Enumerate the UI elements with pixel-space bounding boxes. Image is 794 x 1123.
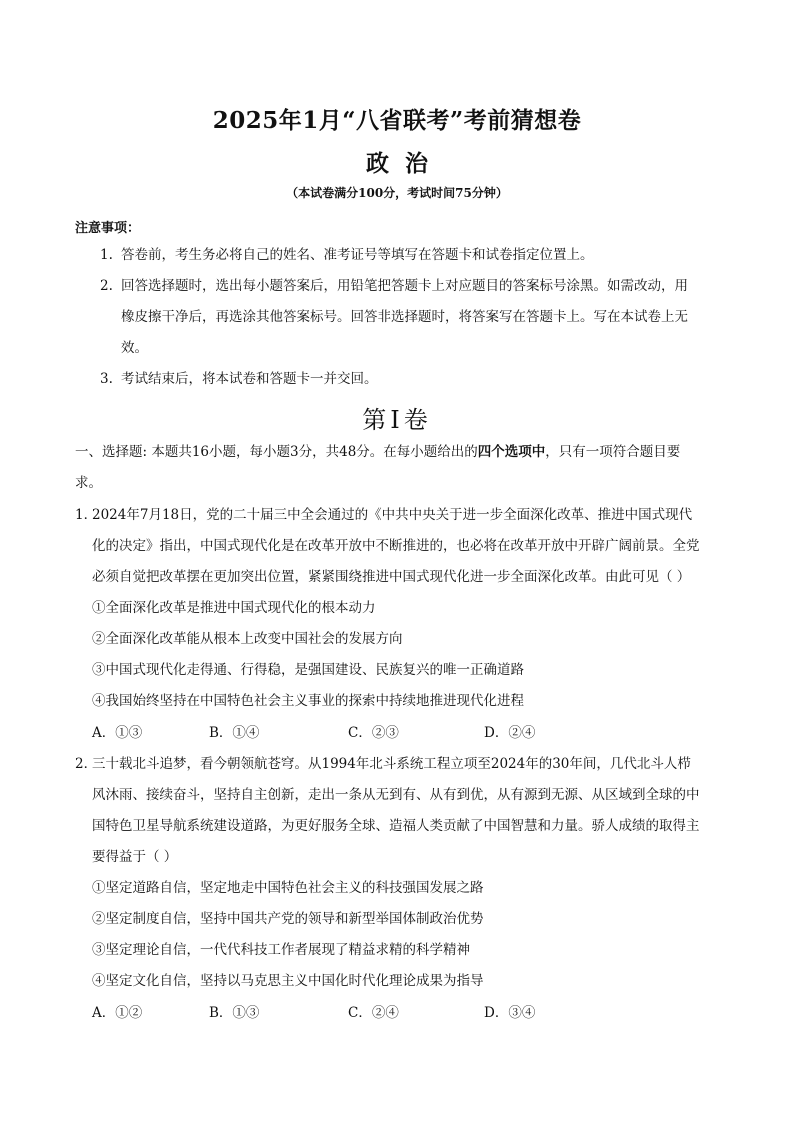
choice-c: C．②④: [348, 1005, 399, 1021]
note-number: 3.: [100, 371, 113, 387]
note-item-3: [100, 364, 722, 395]
question-2-option-4: ④坚定文化自信，坚持以马克思主义中国化时代化理论成果为指导: [92, 973, 484, 989]
section-heading-text: 一、选择题: 本题共16小题，每小题3分，共48分。在每小题给出的: [75, 444, 478, 460]
note-item-2: [100, 271, 722, 364]
question-1-option-2: ②全面深化改革能从根本上改变中国社会的发展方向: [92, 631, 403, 647]
subject-title: 政 治: [365, 150, 428, 177]
question-2-option-1: ①坚定道路自信，坚定地走中国特色社会主义的科技强国发展之路: [92, 880, 484, 896]
section-heading-emphasis: 四个选项中: [477, 444, 546, 460]
note-text-line: 效。: [121, 340, 148, 356]
part-title: 第Ⅰ卷: [362, 406, 432, 434]
choice-d: D．②④: [484, 725, 536, 741]
note-text: 考试结束后，将本试卷和答题卡一并交回。: [121, 371, 378, 387]
exam-title: 2025年1月“八省联考”考前猜想卷: [212, 107, 582, 134]
section-heading-text: ，只有一项符合题目要: [545, 444, 681, 460]
note-number: 2.: [100, 278, 113, 294]
question-1-option-3: ③中国式现代化走得通、行得稳，是强国建设、民族复兴的唯一正确道路: [92, 662, 524, 678]
choice-d: D．③④: [484, 1005, 536, 1021]
section-heading-text: 求。: [75, 475, 102, 491]
question-1-option-1: ①全面深化改革是推进中国式现代化的根本动力: [92, 600, 376, 616]
section-heading: [75, 437, 725, 499]
question-2: [75, 749, 725, 873]
question-stem-line: 2024年7月18日，党的二十届三中全会通过的《中共中央关于进一步全面深化改革、推进中国式现代: [92, 507, 693, 523]
note-item-1: [100, 240, 722, 271]
exam-info: （本试卷满分100分，考试时间75分钟）: [286, 186, 508, 200]
question-2-option-2: ②坚定制度自信，坚持中国共产党的领导和新型举国体制政治优势: [92, 911, 484, 927]
question-stem-line: 风沐雨、接续奋斗，坚持自主创新，走出一条从无到有、从有到优，从有源到无源、从区域到全球的中: [92, 787, 700, 803]
choice-b: B．①④: [209, 725, 260, 741]
question-stem-line: 化的决定》指出，中国式现代化是在改革开放中不断推进的，也必将在改革开放中开辟广阔前景。全党: [92, 538, 700, 554]
question-number: 2．: [75, 756, 98, 772]
choice-b: B．①③: [209, 1005, 260, 1021]
note-text: 答卷前，考生务必将自己的姓名、准考证号等填写在答题卡和试卷指定位置上。: [121, 247, 594, 263]
question-stem-line: 要得益于（ ）: [92, 849, 178, 865]
choice-a: A．①③: [92, 725, 143, 741]
question-number: 1．: [75, 507, 98, 523]
choice-a: A．①②: [92, 1005, 143, 1021]
question-1: [75, 500, 725, 593]
note-text-line: 橡皮擦干净后，再选涂其他答案标号。回答非选择题时，将答案写在答题卡上。写在本试卷上无: [121, 309, 688, 325]
question-stem-line: 三十载北斗追梦，看今朝领航苍穹。从1994年北斗系统工程立项至2024年的30年间，几代北斗人栉: [92, 756, 691, 772]
choice-c: C．②③: [348, 725, 399, 741]
question-stem-line: 国特色卫星导航系统建设道路，为更好服务全球、造福人类贡献了中国智慧和力量。骄人成绩的取得主: [92, 818, 700, 834]
question-1-option-4: ④我国始终坚持在中国特色社会主义事业的探索中持续地推进现代化进程: [92, 693, 524, 709]
notes-title: 注意事项：: [75, 221, 141, 236]
question-stem-line: 必须自觉把改革摆在更加突出位置，紧紧围绕推进中国式现代化进一步全面深化改革。由此可见（ ）: [92, 569, 691, 585]
question-2-option-3: ③坚定理论自信，一代代科技工作者展现了精益求精的科学精神: [92, 942, 470, 958]
note-text-line: 回答选择题时，选出每小题答案后，用铅笔把答题卡上对应题目的答案标号涂黑。如需改动，用: [121, 278, 688, 294]
note-number: 1.: [100, 247, 113, 263]
